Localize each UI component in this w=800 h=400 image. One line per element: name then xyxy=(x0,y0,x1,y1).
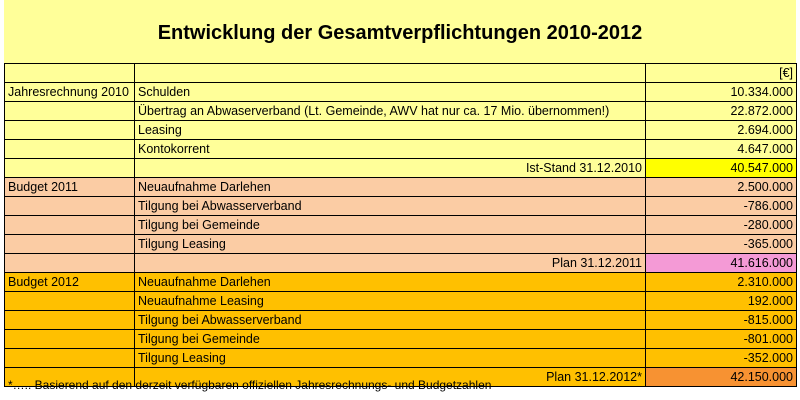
footnote: *….. Basierend auf den derzeit verfügbaren offiziellen Jahresrechnungs- und Budgetzahlen xyxy=(8,378,492,392)
item-value[interactable]: 2.500.000 xyxy=(646,178,797,197)
table-row xyxy=(5,140,797,159)
table-row xyxy=(5,349,797,368)
unit-header-cell[interactable]: [€] xyxy=(646,64,797,83)
table-cell[interactable] xyxy=(5,254,135,273)
unit-header-row xyxy=(5,64,797,83)
item-desc[interactable]: Tilgung bei Abwasserverband xyxy=(135,311,646,330)
item-desc[interactable]: Neuaufnahme Darlehen xyxy=(135,273,646,292)
item-value[interactable]: 22.872.000 xyxy=(646,102,797,121)
total-label-2011[interactable]: Plan 31.12.2011 xyxy=(135,254,646,273)
table-cell[interactable] xyxy=(5,330,135,349)
item-value[interactable]: 192.000 xyxy=(646,292,797,311)
item-desc[interactable]: Tilgung bei Gemeinde xyxy=(135,330,646,349)
item-desc[interactable]: Tilgung bei Gemeinde xyxy=(135,216,646,235)
table-row xyxy=(5,273,797,292)
table-cell[interactable] xyxy=(5,121,135,140)
item-desc[interactable]: Leasing xyxy=(135,121,646,140)
table-cell[interactable] xyxy=(5,159,135,178)
item-desc[interactable]: Tilgung Leasing xyxy=(135,349,646,368)
item-desc[interactable]: Kontokorrent xyxy=(135,140,646,159)
table-row xyxy=(5,216,797,235)
item-value[interactable]: 4.647.000 xyxy=(646,140,797,159)
title-band xyxy=(4,0,796,63)
table-cell[interactable] xyxy=(5,292,135,311)
table-cell[interactable] xyxy=(5,102,135,121)
table-row xyxy=(5,330,797,349)
item-desc[interactable]: Tilgung bei Abwasserverband xyxy=(135,197,646,216)
total-row-2010 xyxy=(5,159,797,178)
table-row xyxy=(5,178,797,197)
sheet-title: Entwicklung der Gesamtverpflichtungen 2010-2012 xyxy=(157,22,643,44)
total-label-2010[interactable]: Ist-Stand 31.12.2010 xyxy=(135,159,646,178)
table-row xyxy=(5,102,797,121)
item-value[interactable]: -786.000 xyxy=(646,197,797,216)
item-value[interactable]: -352.000 xyxy=(646,349,797,368)
section-label-2011[interactable]: Budget 2011 xyxy=(5,178,135,197)
total-label-2012[interactable]: Plan 31.12.2012* xyxy=(135,368,646,387)
table-row xyxy=(5,292,797,311)
item-value[interactable]: -365.000 xyxy=(646,235,797,254)
item-value[interactable]: -815.000 xyxy=(646,311,797,330)
table-cell[interactable] xyxy=(135,64,646,83)
table-row xyxy=(5,121,797,140)
table-cell[interactable] xyxy=(5,197,135,216)
item-value[interactable]: -801.000 xyxy=(646,330,797,349)
total-value-2011[interactable]: 41.616.000 xyxy=(646,254,797,273)
table-row xyxy=(5,197,797,216)
section-label-2012[interactable]: Budget 2012 xyxy=(5,273,135,292)
table-cell[interactable] xyxy=(5,216,135,235)
total-row-2011 xyxy=(5,254,797,273)
obligations-table xyxy=(4,63,797,387)
table-row xyxy=(5,235,797,254)
section-label-2010[interactable]: Jahresrechnung 2010 xyxy=(5,83,135,102)
item-desc[interactable]: Tilgung Leasing xyxy=(135,235,646,254)
table-cell[interactable] xyxy=(5,235,135,254)
table-cell[interactable] xyxy=(5,64,135,83)
table-row xyxy=(5,83,797,102)
item-desc[interactable]: Übertrag an Abwaserverband (Lt. Gemeinde, AWV hat nur ca. 17 Mio. übernommen!) xyxy=(135,102,646,121)
table-row xyxy=(5,311,797,330)
item-desc[interactable]: Neuaufnahme Darlehen xyxy=(135,178,646,197)
total-value-2012[interactable]: 42.150.000 xyxy=(646,368,797,387)
table-cell[interactable] xyxy=(5,311,135,330)
item-desc[interactable]: Neuaufnahme Leasing xyxy=(135,292,646,311)
item-value[interactable]: 2.310.000 xyxy=(646,273,797,292)
item-value[interactable]: -280.000 xyxy=(646,216,797,235)
item-value[interactable]: 10.334.000 xyxy=(646,83,797,102)
item-value[interactable]: 2.694.000 xyxy=(646,121,797,140)
item-desc[interactable]: Schulden xyxy=(135,83,646,102)
total-value-2010[interactable]: 40.547.000 xyxy=(646,159,797,178)
table-cell[interactable] xyxy=(5,349,135,368)
table-cell[interactable] xyxy=(5,140,135,159)
